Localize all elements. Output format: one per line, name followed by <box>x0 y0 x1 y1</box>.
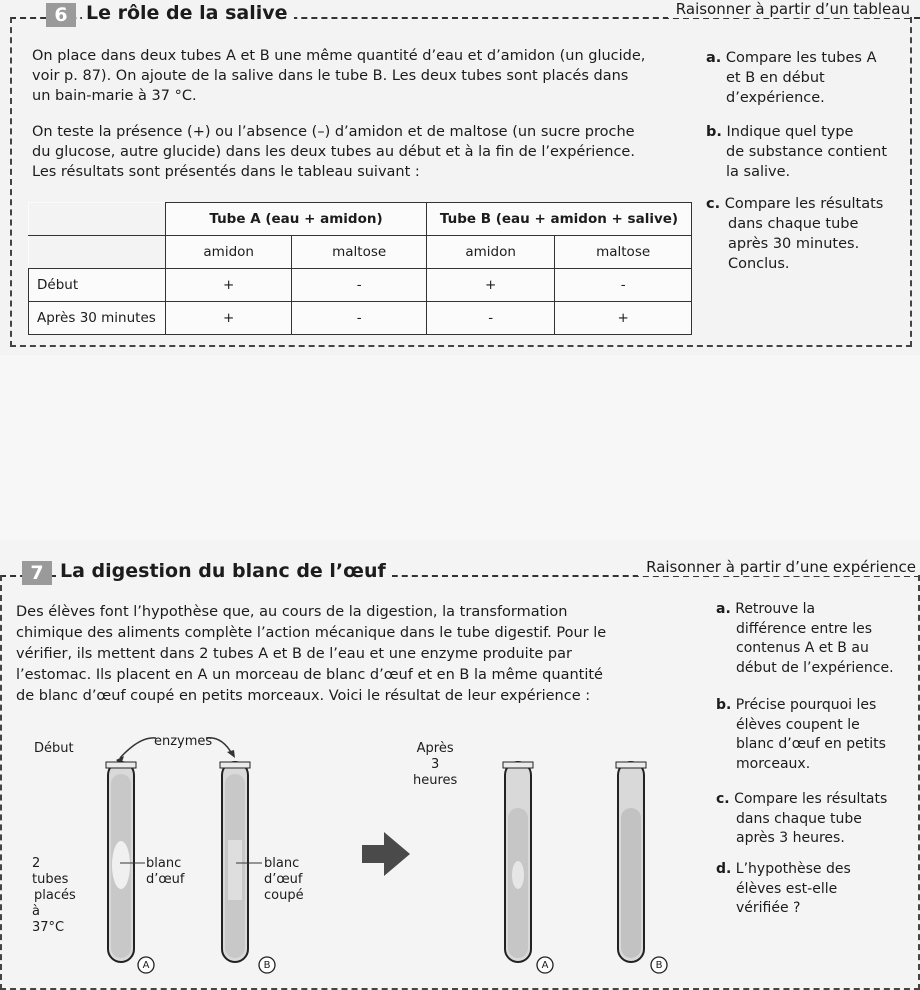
table-cell: + <box>427 269 555 302</box>
subheader-cell: amidon <box>427 236 555 269</box>
text-line: Compare les tubes A <box>725 50 877 66</box>
after-label <box>413 741 457 789</box>
question-letter: a. <box>706 50 722 66</box>
text-line: voir p. 87). On ajoute de la salive dans le tube B. Les deux tubes sont placés dans <box>32 68 629 84</box>
text-line: On teste la présence (+) ou l’absence (–) d’amidon et de maltose (un sucre proche <box>32 124 635 140</box>
exercise-title: Le rôle de la salive <box>82 2 294 24</box>
table-cell: - <box>292 269 427 302</box>
text-line: un bain-marie à 37 °C. <box>32 88 197 104</box>
text-line: L’hypothèse des <box>735 861 851 877</box>
text-line: morceaux. <box>736 755 811 772</box>
tube-a-start <box>106 762 136 962</box>
tube-a-header: Tube A (eau + amidon) <box>166 203 427 236</box>
tube-letter: A <box>142 960 150 971</box>
text-line: Des élèves font l’hypothèse que, au cours de la digestion, la transformation <box>16 604 568 620</box>
question-letter: b. <box>706 124 722 140</box>
text-line: On place dans deux tubes A et B une même quantité d’eau et d’amidon (un glucide, <box>32 48 646 64</box>
question-letter: d. <box>716 861 732 877</box>
table-row <box>29 203 692 236</box>
question-letter: c. <box>716 791 730 807</box>
enzymes-label: enzymes <box>154 734 213 749</box>
tubes-illustration <box>0 540 720 990</box>
exercise-6 <box>0 0 920 355</box>
empty-cell <box>29 203 166 236</box>
table-cell: - <box>555 269 692 302</box>
question-letter: a. <box>716 601 731 617</box>
text-line: Compare les résultats <box>734 791 888 807</box>
text-line: début de l’expérience. <box>736 659 894 676</box>
table-row <box>29 236 692 269</box>
exercise-7 <box>0 540 920 990</box>
text-line: vérifiée ? <box>736 900 801 916</box>
question-d <box>716 860 851 919</box>
text-line: Les résultats sont présentés dans le tableau suivant : <box>32 164 420 180</box>
text-line: chimique des aliments complète l’action mécanique dans le tube digestif. Pour le <box>16 625 607 641</box>
text-line: la salive. <box>726 164 791 180</box>
question-letter: c. <box>706 196 721 212</box>
table-cell: - <box>292 302 427 335</box>
transition-arrow <box>362 832 410 876</box>
text-line: d’œuf <box>146 872 185 887</box>
text-line: 3 heures <box>413 757 458 788</box>
text-line: contenus A et B au <box>736 640 869 656</box>
text-line: d’expérience. <box>726 90 825 106</box>
exercise-number: 7 <box>22 561 52 585</box>
question-letter: b. <box>716 697 732 713</box>
subheader-cell: amidon <box>166 236 292 269</box>
start-label: Début <box>34 741 74 756</box>
text-line: dans chaque tube <box>736 810 862 827</box>
method-label: Raisonner à partir d’une expérience <box>638 558 920 576</box>
text-line: du glucose, autre glucide) dans les deux tubes au début et à la fin de l’expérience. <box>32 144 635 160</box>
table-cell: + <box>555 302 692 335</box>
enzyme-arrow <box>120 738 156 758</box>
text-line: blanc <box>264 856 300 871</box>
text-line: Précise pourquoi les <box>735 697 877 713</box>
text-line: après 30 minutes. <box>728 236 860 252</box>
text-line: 2 tubes <box>32 856 69 887</box>
text-line: de blanc d’œuf coupé en petits morceaux. Voici le résultat de leur expérience : <box>16 688 591 704</box>
text-line: après 3 heures. <box>736 830 845 846</box>
text-line: Après <box>416 741 454 756</box>
text-line: coupé <box>264 888 304 903</box>
text-line: blanc <box>146 856 182 871</box>
question-a <box>716 600 894 678</box>
table-row <box>29 302 692 335</box>
intro-paragraph <box>32 46 645 106</box>
table-cell: - <box>427 302 555 335</box>
text-line: Compare les résultats <box>724 196 884 212</box>
arrowhead <box>227 750 235 758</box>
row-label: Début <box>29 269 166 302</box>
text-line: Retrouve la <box>735 601 816 617</box>
text-line: placés <box>34 888 76 903</box>
question-c <box>716 790 887 849</box>
text-line: à 37°C <box>32 904 65 935</box>
question-a <box>706 48 877 108</box>
table-row <box>29 269 692 302</box>
text-line: Conclus. <box>728 256 790 272</box>
tube-letter: A <box>541 960 549 971</box>
table-cell: + <box>166 269 292 302</box>
text-line: Indique quel type <box>726 124 854 140</box>
text-line: et B en début <box>726 70 825 86</box>
text-line: dans chaque tube <box>728 216 859 232</box>
tube-b-start <box>220 762 250 962</box>
text-line: élèves est-elle <box>736 880 838 897</box>
text-line: d’œuf <box>264 872 303 887</box>
tube-letter: B <box>263 960 271 971</box>
text-line: élèves coupent le <box>736 716 860 733</box>
subheader-cell: maltose <box>292 236 427 269</box>
cut-egg-white-label <box>264 856 304 904</box>
text-line: de substance contient <box>726 144 888 160</box>
tube-b-after <box>616 762 646 962</box>
text-line: l’estomac. Ils placent en A un morceau de blanc d’œuf et en B la même quantité <box>16 667 603 683</box>
text-line: vérifier, ils mettent dans 2 tubes A et B de l’eau et une enzyme produite par <box>16 646 572 662</box>
protocol-paragraph <box>32 122 635 182</box>
empty-cell <box>29 236 166 269</box>
method-label: Raisonner à partir d’un tableau <box>668 0 914 18</box>
question-c <box>706 194 883 274</box>
subheader-cell: maltose <box>555 236 692 269</box>
table-cell: + <box>166 302 292 335</box>
exercise-title: La digestion du blanc de l’œuf <box>56 560 392 582</box>
conditions-label <box>32 856 76 936</box>
tube-a-after <box>503 762 533 962</box>
text-line: différence entre les <box>736 620 873 637</box>
exercise-number: 6 <box>46 3 76 27</box>
row-label: Après 30 minutes <box>29 302 166 335</box>
results-table <box>28 202 692 335</box>
egg-white-label <box>146 856 185 888</box>
question-b <box>716 696 886 774</box>
tube-b-header: Tube B (eau + amidon + salive) <box>427 203 692 236</box>
question-b <box>706 122 887 182</box>
text-line: blanc d’œuf en petits <box>736 736 886 752</box>
tube-letter: B <box>655 960 663 971</box>
